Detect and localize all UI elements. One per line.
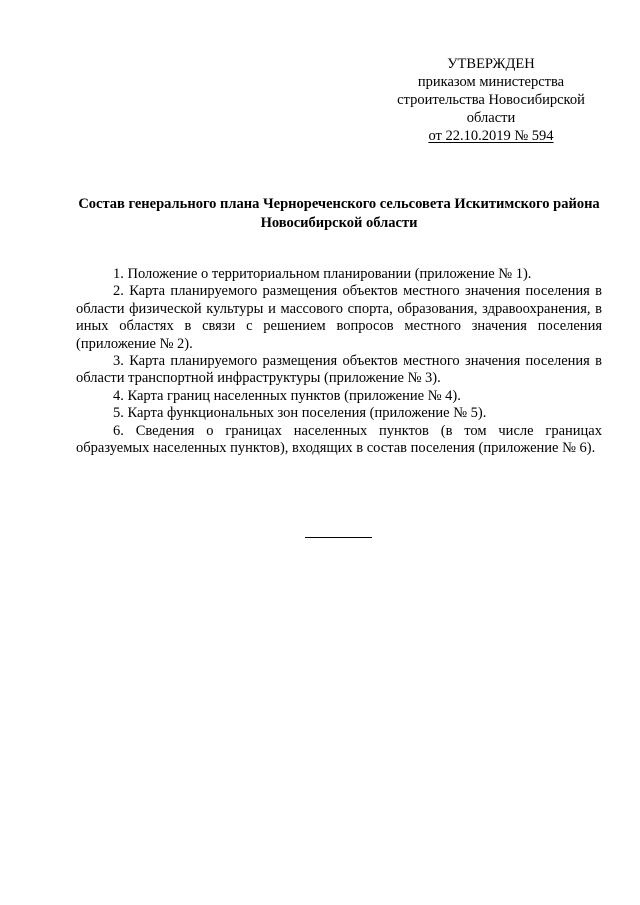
approval-line-3: области [466,110,516,126]
list-item: 2. Карта планируемого размещения объектов местного значения поселения в области физической культуры и массового спорта, образования, здравоохранения, в иных областях в связи с решением вопросов местного значения поселения (приложение № 2). [76,283,602,352]
approval-line-1: приказом министерства [417,74,565,90]
list-item: 3. Карта планируемого размещения объектов местного значения поселения в области транспортной инфраструктуры (приложение № 3). [76,353,602,387]
approval-line-2: строительства Новосибирской [397,92,585,108]
approval-heading: УТВЕРЖДЕН [447,56,535,72]
list-item: 6. Сведения о границах населенных пунктов (в том числе границах образуемых населенных пунктов), входящих в состав поселения (приложение № 6). [76,422,602,457]
approval-date-number: от 22.10.2019 № 594 [428,128,554,144]
document-title: Состав генерального плана Чернореченского сельсовета Искитимского района Новосибирской области [78,196,600,231]
closing-divider [305,537,372,538]
composition-list [76,266,602,457]
list-item: 1. Положение о территориальном планировании (приложение № 1). [113,266,532,282]
list-item: 4. Карта границ населенных пунктов (приложение № 4). [113,387,461,404]
approval-stamp [380,55,602,145]
list-item: 5. Карта функциональных зон поселения (приложение № 5). [113,405,487,422]
